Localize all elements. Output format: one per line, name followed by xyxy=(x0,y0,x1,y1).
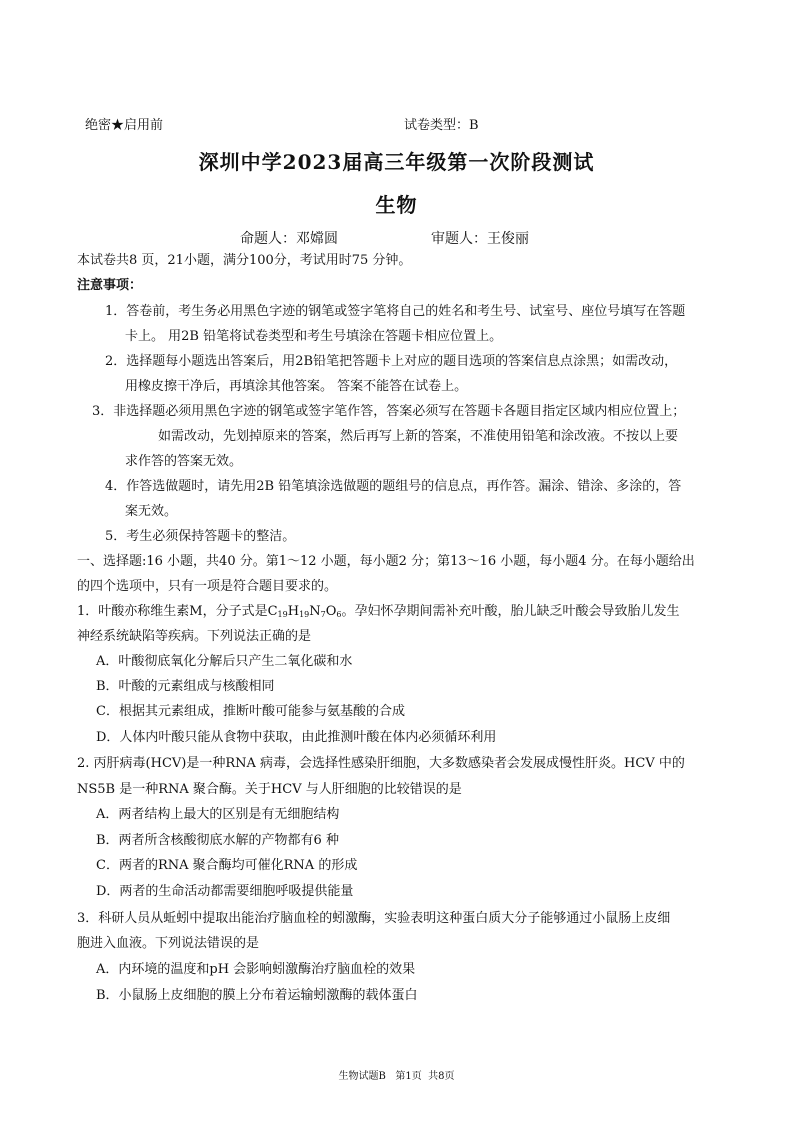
subject-title: 生物 xyxy=(375,193,418,217)
question-1-option-a: A．叶酸彻底氧化分解后只产生二氧化碳和水 xyxy=(96,654,353,669)
notice-item: 2．选择题每小题选出答案后，用2B铅笔把答题卡上对应的题目选项的答案信息点涂黑；如需改动， xyxy=(105,354,678,369)
exam-intro: 本试卷共8 页，21小题，满分100分，考试用时75 分钟。 xyxy=(77,253,412,268)
question-3-stem: 胞进入血液。下列说法错误的是 xyxy=(77,936,260,951)
question-2-option-a: A．两者结构上最大的区别是有无细胞结构 xyxy=(96,807,340,822)
question-2-option-b: B．两者所含核酸彻底水解的产物都有6 种 xyxy=(96,833,339,848)
question-reviewer: 审题人：王俊丽 xyxy=(431,231,529,247)
question-2-option-d: D．两者的生命活动都需要细胞呼吸提供能量 xyxy=(96,884,354,899)
page-footer: 生物试题B 第1页 共8页 xyxy=(338,1071,455,1082)
question-setter: 命题人：邓嫦圆 xyxy=(240,231,338,247)
notice-item: 5．考生必须保持答题卡的整洁。 xyxy=(105,529,296,544)
notice-item: 用橡皮擦干净后，再填涂其他答案。 答案不能答在试卷上。 xyxy=(125,379,468,394)
notice-item: 案无效。 xyxy=(125,504,178,519)
secret-label: 绝密★启用前 xyxy=(85,118,164,133)
notice-item: 卡上。 用2B 铅笔将试卷类型和考生号填涂在答题卡相应位置上。 xyxy=(125,329,503,344)
question-3-option-a: A．内环境的温度和pH 会影响蚓激酶治疗脑血栓的效果 xyxy=(96,962,416,977)
notice-item: 4．作答选做题时，请先用2B 铅笔填涂选做题的题组号的信息点，再作答。漏涂、错涂、多涂的，答 xyxy=(105,479,682,494)
question-2-option-c: C．两者的RNA 聚合酶均可催化RNA 的形成 xyxy=(96,858,358,873)
question-1-option-b: B．叶酸的元素组成与核酸相同 xyxy=(96,679,275,694)
question-1-option-d: D．人体内叶酸只能从食物中获取，由此推测叶酸在体内必须循环利用 xyxy=(96,730,497,745)
notice-item: 如需改动，先划掉原来的答案，然后再写上新的答案，不准使用铅笔和涂改液。不按以上要 xyxy=(158,429,679,444)
page-title: 深圳中学2023届高三年级第一次阶段测试 xyxy=(198,150,595,174)
paper-type: 试卷类型：B xyxy=(404,118,479,133)
question-3-option-b: B．小鼠肠上皮细胞的膜上分布着运输蚓激酶的载体蛋白 xyxy=(96,988,418,1003)
notice-item: 1．答卷前，考生务必用黑色字迹的钢笔或签字笔将自己的姓名和考生号、试室号、座位号填写在答题 xyxy=(105,304,686,319)
notice-heading: 注意事项： xyxy=(77,278,143,293)
section-instructions: 的四个选项中，只有一项是符合题目要求的。 xyxy=(77,579,338,594)
question-1-option-c: C．根据其元素组成，推断叶酸可能参与氨基酸的合成 xyxy=(96,704,405,719)
notice-item: 求作答的答案无效。 xyxy=(125,454,243,469)
question-2-stem: NS5B 是一种RNA 聚合酶。关于HCV 与人肝细胞的比较错误的是 xyxy=(77,782,462,797)
section-instructions: 一、选择题:16 小题，共40 分。第1～12 小题，每小题2 分；第13～16 小题，每小题4 分。在每小题给出 xyxy=(77,554,695,569)
question-3-stem: 3．科研人员从蚯蚓中提取出能治疗脑血栓的蚓激酶，实验表明这种蛋白质大分子能够通过小鼠肠上皮细 xyxy=(77,911,671,926)
question-1-stem: 神经系统缺陷等疾病。下列说法正确的是 xyxy=(77,629,312,644)
notice-item: 3．非选择题必须用黑色字迹的钢笔或签字笔作答，答案必须写在答题卡各题目指定区域内相应位置上； xyxy=(92,404,686,419)
question-1-stem: 1．叶酸亦称维生素M，分子式是$C_{19}H_{19}N_7O_6$。孕妇怀孕期间需补充叶酸，胎儿缺乏叶酸会导致胎儿发生 xyxy=(77,604,680,619)
question-2-stem: 2. 丙肝病毒(HCV)是一种RNA 病毒，会选择性感染肝细胞，大多数感染者会发展成慢性肝炎。HCV 中的 xyxy=(77,756,685,771)
